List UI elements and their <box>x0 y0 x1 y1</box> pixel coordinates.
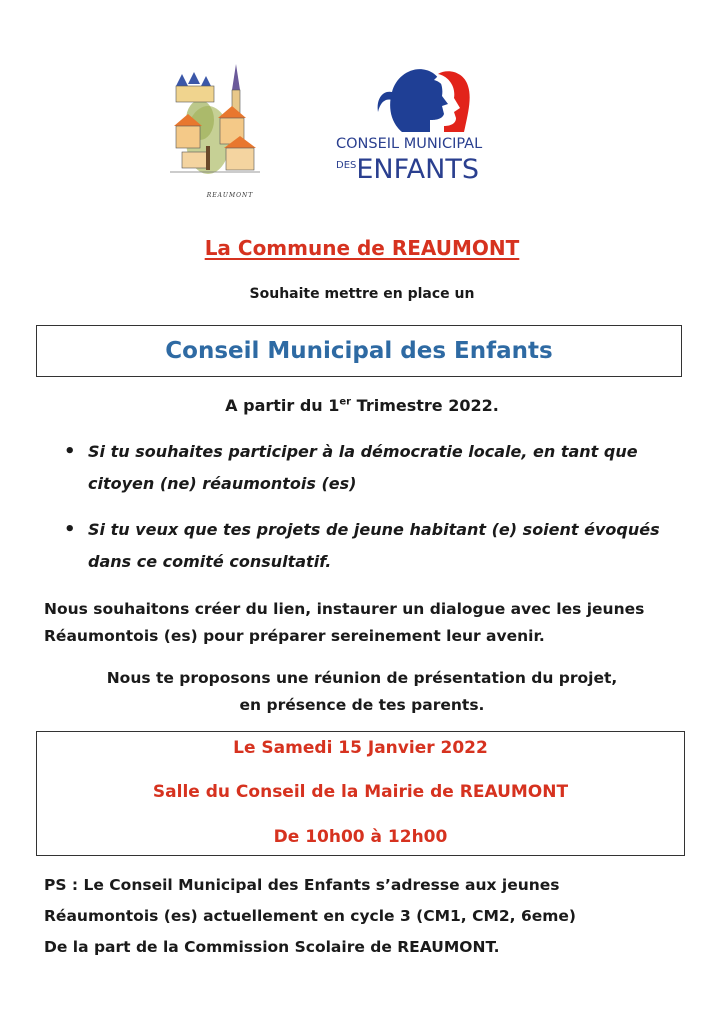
start-suffix: Trimestre 2022. <box>351 396 499 415</box>
reunion-line1: Nous te proposons une réunion de présentation du projet, <box>106 669 618 687</box>
town-caption: REAUMONT <box>206 192 254 199</box>
event-box <box>36 731 685 856</box>
commune-title-text: La Commune de REAUMONT <box>204 236 520 260</box>
start-sup: er <box>339 396 352 408</box>
cme-logo <box>332 62 522 192</box>
town-logo <box>160 60 270 210</box>
children-profiles-icon <box>368 62 478 134</box>
bullet-item <box>62 514 692 578</box>
cme-logo-enfants: ENFANTS <box>356 154 479 185</box>
ps-line3: De la part de la Commission Scolaire de REAUMONT. <box>44 938 500 956</box>
bullet-text: Si tu veux que tes projets de jeune habitant (e) soient évoqués dans ce comité consultatif. <box>88 520 660 571</box>
intro-line: Souhaite mettre en place un <box>249 286 475 302</box>
cme-logo-line1: CONSEIL MUNICIPAL <box>336 136 483 152</box>
reunion-line2: en présence de tes parents. <box>239 696 485 714</box>
bullet-dot-icon: • <box>64 519 76 540</box>
bullet-text: Si tu souhaites participer à la démocratie locale, en tant que citoyen (ne) réaumontois (es) <box>88 442 638 493</box>
bullet-dot-icon: • <box>64 441 76 462</box>
event-place: Salle du Conseil de la Mairie de REAUMONT <box>152 782 569 802</box>
event-time: De 10h00 à 12h00 <box>273 827 448 847</box>
bullet-item <box>62 436 692 500</box>
event-date: Le Samedi 15 Janvier 2022 <box>233 738 488 758</box>
title-box <box>36 325 682 377</box>
cme-logo-line2 <box>336 154 526 185</box>
postscript <box>44 870 684 963</box>
village-drawing-icon <box>160 60 270 190</box>
ps-line2: Réaumontois (es) actuellement en cycle 3 (CM1, CM2, 6eme) <box>44 907 577 925</box>
ps-line1: PS : Le Conseil Municipal des Enfants s’adresse aux jeunes <box>44 876 560 894</box>
title-box-text: Conseil Municipal des Enfants <box>165 338 553 364</box>
commune-title <box>0 236 724 260</box>
start-prefix: A partir du 1 <box>225 396 340 415</box>
paragraph-lien: Nous souhaitons créer du lien, instaurer un dialogue avec les jeunes Réaumontois (es) pour préparer sereinement leur avenir. <box>44 600 645 645</box>
bullet-list <box>62 436 692 592</box>
start-date-line <box>0 396 724 415</box>
cme-logo-des: DES <box>336 160 357 171</box>
paragraph-reunion <box>0 665 724 719</box>
